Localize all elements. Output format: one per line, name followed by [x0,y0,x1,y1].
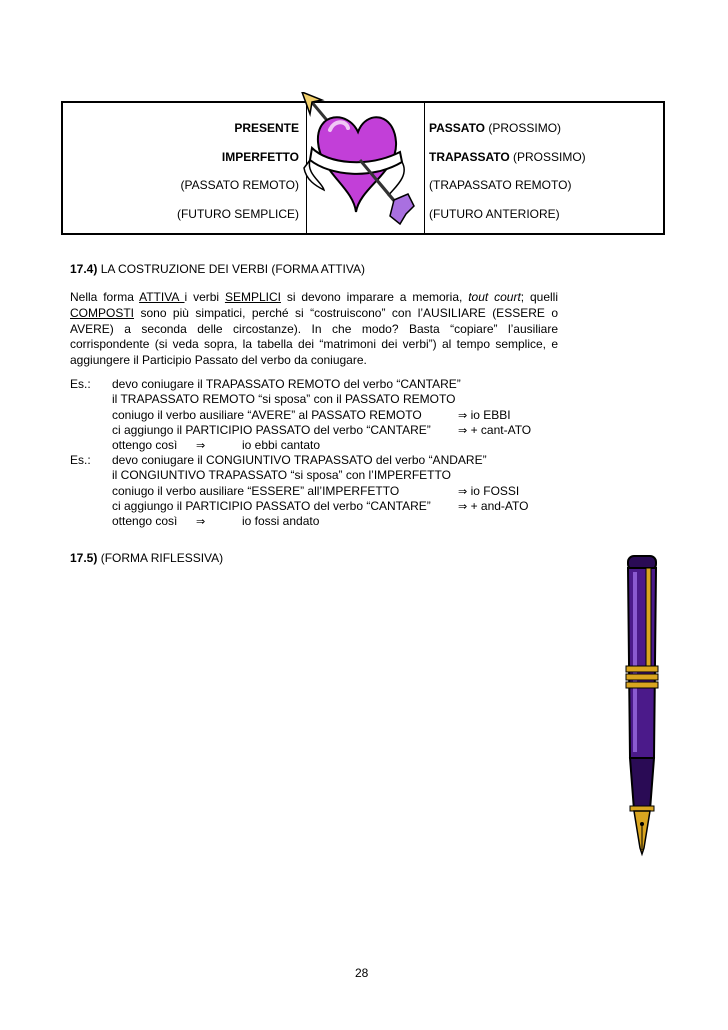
table-cell-passato-remoto: (PASSATO REMOTO) [180,178,299,192]
example-2-line-4-result: ⇒ + and-ATO [458,499,529,513]
example-1-line-5-arrow [196,438,205,453]
explanation-paragraph: Nella forma ATTIVA i verbi SEMPLICI si devono imparare a memoria, tout court; quelli COMPOSTI sono più simpatici, perché si “costruiscono” con l’AUSILIARE (ESSERE o AVERE) a seconda delle circostanze). In che modo? Basta “copiare” l’ausiliare corrispondente (si veda sopra, la tabella dei “matrimoni dei verbi”) al tempo semplice, e aggiungere il Participio Passato del verbo da coniugare. [70,290,558,368]
example-2-line-1: devo coniugare il CONGIUNTIVO TRAPASSATO del verbo “ANDARE” [112,453,487,467]
section-heading-17-5: 17.5) (FORMA RIFLESSIVA) [70,551,224,565]
table-cell-presente: PRESENTE [234,121,299,135]
fountain-pen-illustration [616,548,668,860]
section-heading-17-4: 17.4) LA COSTRUZIONE DEI VERBI (FORMA ATTIVA) [70,262,365,276]
example-2-line-3-result: ⇒ io FOSSI [458,484,520,498]
example-2-line-3: coniugo il verbo ausiliare “ESSERE” all’IMPERFETTO [112,484,400,498]
example-1-line-3: coniugo il verbo ausiliare “AVERE” al PASSATO REMOTO [112,408,422,422]
heart-arrow-illustration [298,92,416,232]
example-2-line-5-arrow [196,514,205,529]
implies-arrow-icon: ⇒ [458,485,468,498]
table-cell-trapassato-prossimo: TRAPASSATO (PROSSIMO) [429,150,586,164]
example-1-line-5-result: io ebbi cantato [242,438,321,452]
implies-arrow-icon: ⇒ [196,515,206,528]
example-1-line-3-result: ⇒ io EBBI [458,408,511,422]
example-1-line-2: il TRAPASSATO REMOTO “si sposa” con il PASSATO REMOTO [112,392,456,406]
table-cell-trapassato-remoto: (TRAPASSATO REMOTO) [429,178,572,192]
page-number: 28 [355,966,369,980]
table-cell-futuro-anteriore: (FUTURO ANTERIORE) [429,207,560,221]
example-1-line-4: ci aggiungo il PARTICIPIO PASSATO del verbo “CANTARE” [112,423,431,437]
example-2-label: Es.: [70,453,91,467]
example-1-line-4-result: ⇒ + cant-ATO [458,423,532,437]
implies-arrow-icon: ⇒ [458,500,468,513]
table-cell-imperfetto: IMPERFETTO [221,150,299,164]
example-2-line-5: ottengo così [112,514,178,528]
example-2-line-5-result: io fossi andato [242,514,320,528]
table-divider-right [424,103,425,233]
implies-arrow-icon: ⇒ [458,409,468,422]
implies-arrow-icon: ⇒ [196,439,206,452]
implies-arrow-icon: ⇒ [458,424,468,437]
example-1-label: Es.: [70,377,91,391]
example-2-line-4: ci aggiungo il PARTICIPIO PASSATO del verbo “CANTARE” [112,499,431,513]
table-cell-futuro-semplice: (FUTURO SEMPLICE) [176,207,299,221]
table-cell-passato-prossimo: PASSATO (PROSSIMO) [429,121,562,135]
example-1-line-5: ottengo così [112,438,178,452]
example-1-line-1: devo coniugare il TRAPASSATO REMOTO del verbo “CANTARE” [112,377,461,391]
example-2-line-2: il CONGIUNTIVO TRAPASSATO “si sposa” con l’IMPERFETTO [112,468,451,482]
